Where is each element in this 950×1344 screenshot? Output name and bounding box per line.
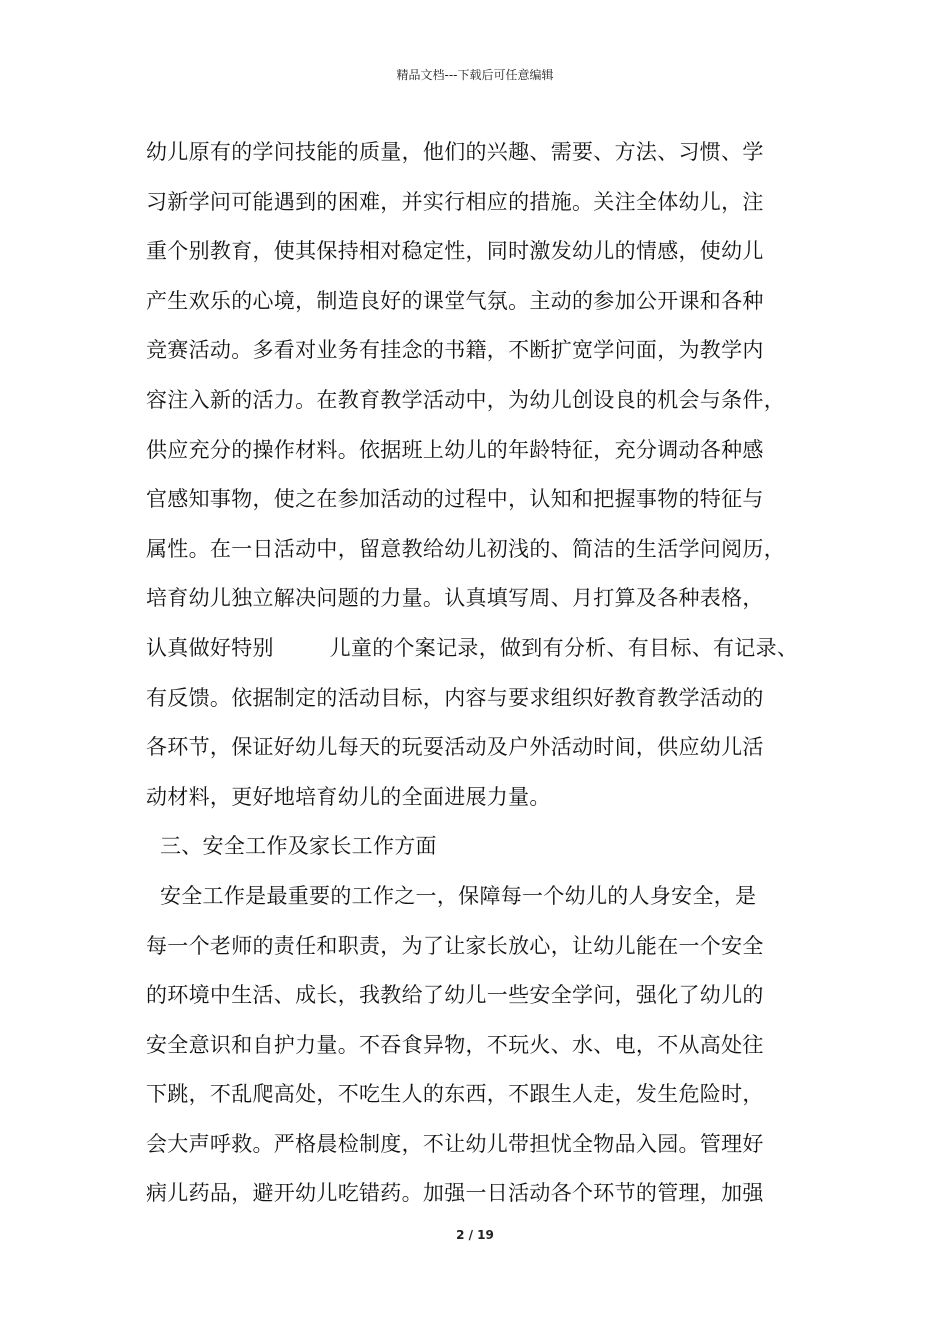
paragraph-line: 产生欢乐的心境，制造良好的课堂气氛。主动的参加公开课和各种 [146,288,764,313]
paragraph-line: 认真做好特别 儿童的个案记录，做到有分析、有目标、有记录、 [146,635,799,660]
paragraph-line: 的环境中生活、成长，我教给了幼儿一些安全学问，强化了幼儿的 [146,983,764,1008]
paragraph-line: 有反馈。依据制定的活动目标，内容与要求组织好教育教学活动的 [146,685,764,710]
paragraph-line: 重个别教育，使其保持相对稳定性，同时激发幼儿的情感，使幼儿 [146,239,764,264]
paragraph-line: 官感知事物，使之在参加活动的过程中，认知和把握事物的特征与 [146,487,764,512]
paragraph-line: 会大声呼救。严格晨检制度，不让幼儿带担忧全物品入园。管理好 [146,1131,764,1156]
paragraph-line: 容注入新的活力。在教育教学活动中，为幼儿创设良的机会与条件， [146,387,785,412]
paragraph-line: 培育幼儿独立解决问题的力量。认真填写周、月打算及各种表格， [146,586,764,611]
paragraph-line: 病儿药品，避开幼儿吃错药。加强一日活动各个环节的管理，加强 [146,1181,764,1206]
paragraph-line: 幼儿原有的学问技能的质量，他们的兴趣、需要、方法、习惯、学 [146,140,764,164]
paragraph-line: 动材料，更好地培育幼儿的全面进展力量。 [146,784,551,809]
page-number: 2 / 19 [456,1228,494,1242]
document-body [146,128,836,1219]
paragraph-line: 安全工作是最重要的工作之一，保障每一个幼儿的人身安全，是 [146,883,757,908]
page-header: 精品文档---下载后可任意编辑 [396,68,554,82]
paragraph-line: 竞赛活动。多看对业务有挂念的书籍，不断扩宽学问面，为教学内 [146,338,764,363]
section-heading: 三、安全工作及家长工作方面 [146,834,437,859]
paragraph-line: 安全意识和自护力量。不吞食异物，不玩火、水、电，不从高处往 [146,1032,764,1057]
paragraph-line: 供应充分的操作材料。依据班上幼儿的年龄特征，充分调动各种感 [146,437,764,462]
paragraph-line: 属性。在一日活动中，留意教给幼儿初浅的、简洁的生活学问阅历， [146,536,785,561]
paragraph-line: 每一个老师的责任和职责，为了让家长放心，让幼儿能在一个安全 [146,933,764,958]
paragraph-line: 下跳，不乱爬高处，不吃生人的东西，不跟生人走，发生危险时， [146,1082,764,1107]
paragraph-line: 习新学问可能遇到的困难，并实行相应的措施。关注全体幼儿，注 [146,189,764,214]
paragraph-line: 各环节，保证好幼儿每天的玩耍活动及户外活动时间，供应幼儿活 [146,735,764,760]
